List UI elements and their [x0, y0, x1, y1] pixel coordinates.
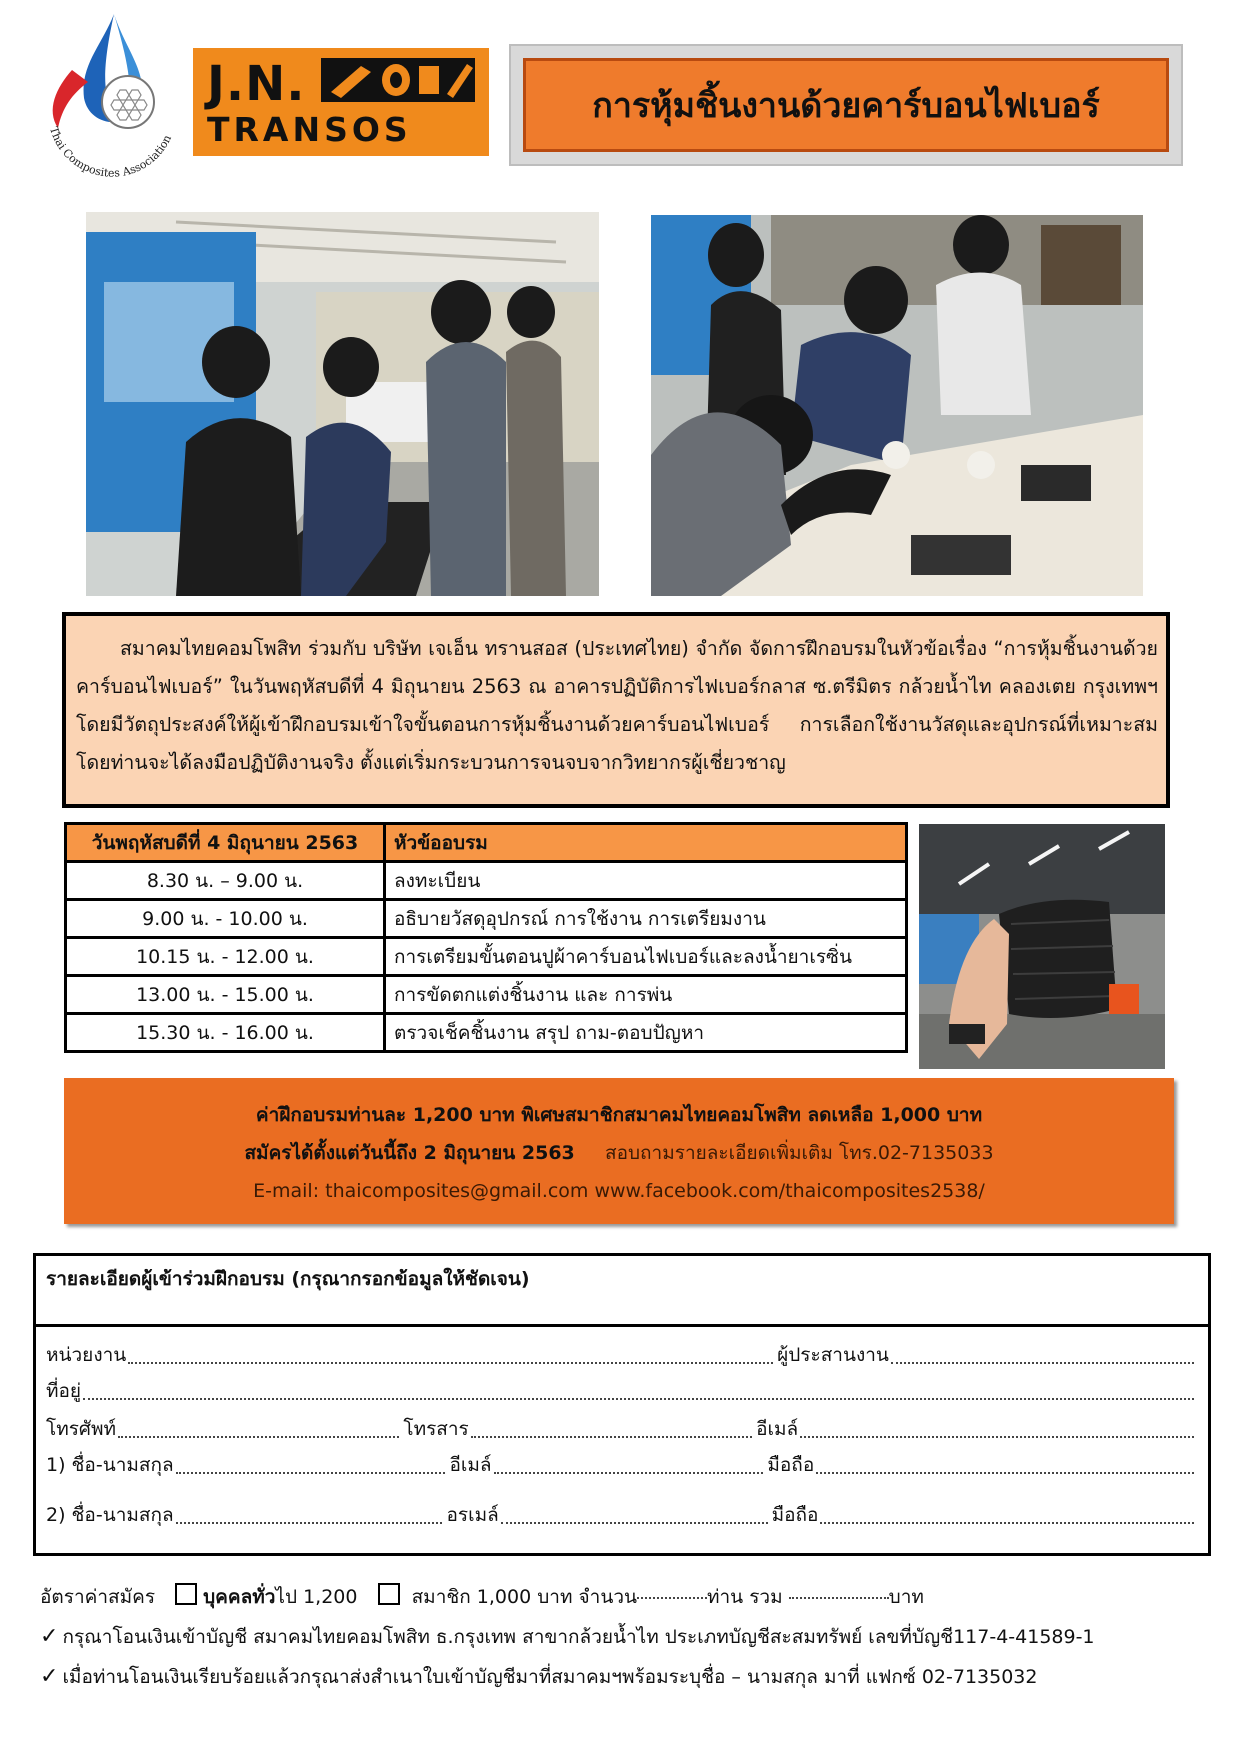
schedule-topic: การขัดตกแต่งชิ้นงาน และ การพ่น	[385, 976, 907, 1014]
transfer-note: กรุณาโอนเงินเข้าบัญชี สมาคมไทยคอมโพสิท ธ.กรุงเทพ สาขากล้วยน้ำไท ประเภทบัญชีสะสมทรัพย์ เลขที่บัญชี117-4-41589-1	[62, 1626, 1095, 1648]
member-checkbox[interactable]	[378, 1583, 400, 1605]
intro-box	[62, 612, 1170, 808]
schedule-table	[64, 822, 908, 1053]
checkmark-icon: ✓	[40, 1624, 59, 1649]
fax-field[interactable]	[471, 1435, 752, 1438]
form-heading: รายละเอียดผู้เข้าร่วมฝึกอบรม (กรุณากรอกข้อมูลให้ชัดเจน)	[36, 1256, 1208, 1327]
participant-2-mobile-field[interactable]	[820, 1521, 1194, 1524]
unit-baht: บาท	[888, 1586, 924, 1608]
agency-field[interactable]	[128, 1361, 773, 1364]
fee-contact-phone: สอบถามรายละเอียดเพิ่มเติม โทร.02-7135033	[604, 1142, 994, 1164]
email-field[interactable]	[800, 1435, 1194, 1438]
fee-info-box	[64, 1078, 1174, 1224]
address-field[interactable]	[83, 1397, 1194, 1400]
schedule-topic: ลงทะเบียน	[385, 862, 907, 900]
quantity-field[interactable]	[637, 1597, 707, 1599]
form-row-contact	[46, 1414, 1198, 1444]
schedule-time: 15.30 น. - 16.00 น.	[66, 1014, 385, 1052]
coordinator-field[interactable]	[891, 1361, 1194, 1364]
member-option: สมาชิก 1,000 บาท จำนวน	[411, 1586, 637, 1608]
schedule-time: 13.00 น. - 15.00 น.	[66, 976, 385, 1014]
address-label: ที่อยู่	[46, 1380, 82, 1402]
fee-line: ค่าฝึกอบรมท่านละ 1,200 บาท พิเศษสมาชิกสมาคมไทยคอมโพสิท ลดเหลือ 1,000 บาท	[255, 1104, 983, 1126]
participant-2-email-label: อรเมล์	[446, 1504, 499, 1526]
title-banner	[509, 44, 1183, 166]
coordinator-label: ผู้ประสานงาน	[777, 1344, 889, 1366]
fax-note-line	[40, 1662, 1038, 1692]
fee-deadline: สมัครได้ตั้งแต่วันนี้ถึง 2 มิถุนายน 2563	[244, 1142, 575, 1164]
jn-transos-logo	[193, 48, 489, 156]
checkmark-icon: ✓	[40, 1664, 59, 1689]
table-row	[66, 938, 907, 976]
carbon-part-photo	[919, 824, 1165, 1069]
agency-label: หน่วยงาน	[46, 1344, 127, 1366]
participant-1-name-label: 1) ชื่อ-นามสกุล	[46, 1454, 174, 1476]
fax-note: เมื่อท่านโอนเงินเรียบร้อยแล้วกรุณาส่งสำเนาใบเข้าบัญชีมาที่สมาคมฯพร้อมระบุชื่อ – นามสกุล มาที่ แฟกซ์ 02-7135032	[62, 1666, 1038, 1688]
page-title: การหุ้มชิ้นงานด้วยคาร์บอนไฟเบอร์	[592, 86, 1100, 126]
form-row-participant-2	[46, 1500, 1198, 1530]
schedule-time: 10.15 น. - 12.00 น.	[66, 938, 385, 976]
participant-2-email-field[interactable]	[501, 1521, 768, 1524]
fax-label: โทรสาร	[403, 1418, 469, 1440]
schedule-header-date: วันพฤหัสบดีที่ 4 มิถุนายน 2563	[66, 824, 385, 862]
unit-person: ท่าน รวม	[706, 1586, 783, 1608]
thai-composites-association-logo	[42, 10, 182, 195]
form-row-address	[46, 1376, 1198, 1406]
schedule-topic: การเตรียมขั้นตอนปูผ้าคาร์บอนไฟเบอร์และลงน้ำยาเรซิ่น	[385, 938, 907, 976]
phone-field[interactable]	[118, 1435, 399, 1438]
title-box	[523, 58, 1169, 152]
participant-1-name-field[interactable]	[176, 1471, 446, 1474]
participant-1-email-label: อีเมล์	[449, 1454, 492, 1476]
general-option-price: ไป 1,200	[275, 1586, 358, 1608]
phone-label: โทรศัพท์	[46, 1418, 117, 1440]
schedule-header-row	[66, 824, 907, 862]
email-label: อีเมล์	[756, 1418, 799, 1440]
participant-2-mobile-label: มือถือ	[771, 1504, 819, 1526]
transfer-note-line	[40, 1622, 1095, 1652]
training-photo-left	[86, 212, 599, 596]
form-row-participant-1	[46, 1450, 1198, 1480]
schedule-topic: อธิบายวัสดุอุปกรณ์ การใช้งาน การเตรียมงาน	[385, 900, 907, 938]
form-row-agency	[46, 1340, 1198, 1370]
table-row	[66, 1014, 907, 1052]
schedule-time: 8.30 น. – 9.00 น.	[66, 862, 385, 900]
table-row	[66, 862, 907, 900]
logo-transos-text: TRANSOS	[207, 110, 412, 149]
svg-text:Thai Composites Association: Thai Composites Association	[47, 125, 175, 180]
participant-2-name-field[interactable]	[176, 1521, 443, 1524]
fee-contact-online: E-mail: thaicomposites@gmail.com www.facebook.com/thaicomposites2538/	[253, 1180, 985, 1202]
general-checkbox[interactable]	[175, 1583, 197, 1605]
schedule-time: 9.00 น. - 10.00 น.	[66, 900, 385, 938]
training-photo-right	[651, 215, 1143, 596]
tools-graphic-icon	[321, 58, 475, 102]
rate-line	[40, 1582, 924, 1612]
participant-1-email-field[interactable]	[494, 1471, 764, 1474]
table-row	[66, 976, 907, 1014]
registration-form	[33, 1253, 1211, 1556]
logo-jn-text: J.N.	[207, 56, 306, 112]
schedule-header-topic: หัวข้ออบรม	[385, 824, 907, 862]
intro-paragraph: สมาคมไทยคอมโพสิท ร่วมกับ บริษัท เจเอ็น ทรานสอส (ประเทศไทย) จำกัด จัดการฝึกอบรมในหัวข้อเรื่อง “การหุ้มชิ้นงานด้วยคาร์บอนไฟเบอร์” ในวันพฤหัสบดีที่ 4 มิถุนายน 2563 ณ อาคารปฏิบัติการไฟเบอร์กลาส ซ.ตรีมิตร กล้วยน้ำไท คลองเตย กรุงเทพฯ โดยมีวัตถุประสงค์ให้ผู้เข้าฝึกอบรมเข้าใจขั้นตอนการหุ้มชิ้นงานด้วยคาร์บอนไฟเบอร์ การเลือกใช้งานวัสดุและอุปกรณ์ที่เหมาะสม โดยท่านจะได้ลงมือปฏิบัติงานจริง ตั้งแต่เริ่มกระบวนการจนจบจากวิทยากรผู้เชี่ยวชาญ	[76, 637, 1158, 774]
participant-1-mobile-label: มือถือ	[767, 1454, 815, 1476]
participant-2-name-label: 2) ชื่อ-นามสกุล	[46, 1504, 174, 1526]
fee-deadline-line	[64, 1134, 1174, 1172]
table-row	[66, 900, 907, 938]
participant-1-mobile-field[interactable]	[816, 1471, 1194, 1474]
total-field[interactable]	[789, 1597, 889, 1599]
rate-label: อัตราค่าสมัคร	[40, 1586, 156, 1608]
general-option-bold: บุคคลทั่ว	[203, 1586, 276, 1608]
schedule-topic: ตรวจเช็คชิ้นงาน สรุป ถาม-ตอบปัญหา	[385, 1014, 907, 1052]
